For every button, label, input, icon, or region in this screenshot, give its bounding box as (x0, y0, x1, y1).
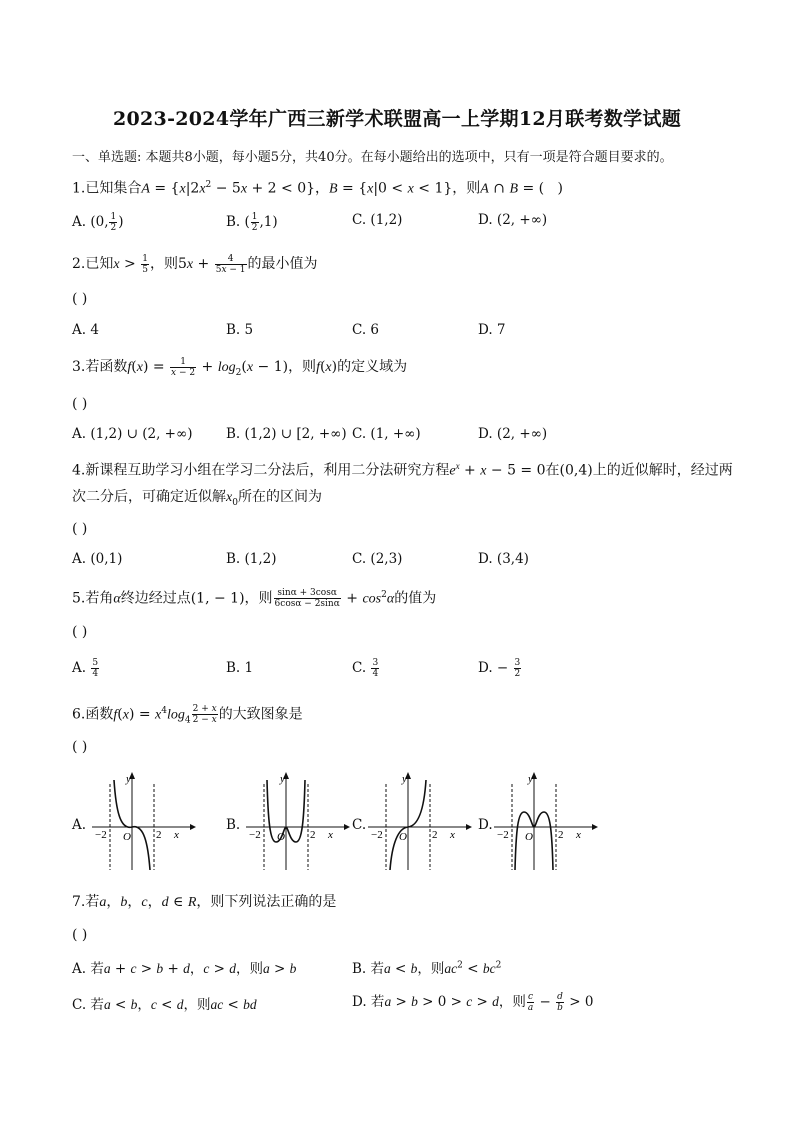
svg-text:y: y (402, 773, 407, 785)
q4-option-a[interactable]: A. (0,1) (72, 551, 123, 567)
svg-text:O: O (399, 831, 407, 843)
page-title: 2023-2024学年广西三新学术联盟高一上学期12月联考数学试题 (113, 108, 681, 130)
question-3: 3.若函数f(x) = $\frac{1}{x - 2}$ + $\log_2(x - 1)$，则f(x)的定义域为 (72, 356, 408, 378)
svg-text:y: y (126, 773, 131, 785)
q6-option-c-label[interactable]: C. (352, 817, 367, 833)
svg-text:−2: −2 (249, 829, 261, 841)
q5-option-d[interactable]: D. − $\frac{3}{2}$ (478, 658, 521, 679)
q2-option-d[interactable]: D. 7 (478, 322, 506, 338)
svg-text:−2: −2 (371, 829, 383, 841)
q1-option-b[interactable]: B. ( $\frac{1}{2}$ ,1) (226, 212, 278, 233)
q3-option-c[interactable]: C. (1, +∞) (352, 426, 421, 442)
q3-option-a[interactable]: A. (1,2) ∪ (2, +∞) (72, 426, 193, 442)
svg-text:2: 2 (432, 829, 438, 841)
question-5: 5.若角α终边经过点(1, − 1)，则 $\frac{\sin\alpha + 3\cos\alpha}{6\cos\alpha - 2\sin\alpha}$ + $\cos^2\alpha$的值为 (72, 588, 437, 610)
q4-answer-paren: ( ) (72, 521, 88, 537)
svg-text:2: 2 (558, 829, 564, 841)
q4-option-b[interactable]: B. (1,2) (226, 551, 277, 567)
q7-option-b[interactable]: B. 若a < b，则$ac^2 < bc^2$ (352, 960, 502, 977)
question-4-line-1: 4.新课程互助学习小组在学习二分法后，利用二分法研究方程$e^x + x - 5 = 0$在(0,4)上的近似解时，经过两 (72, 461, 733, 479)
q2-option-a[interactable]: A. 4 (72, 322, 99, 338)
q2-option-c[interactable]: C. 6 (352, 322, 380, 338)
q6-graph-c[interactable] (366, 770, 472, 874)
svg-text:−2: −2 (95, 829, 107, 841)
q7-option-d[interactable]: D. 若a > b > 0 > c > d，则 $\frac{c}{a}$ − $\frac{d}{b}$ > 0 (352, 992, 594, 1013)
q6-graph-a[interactable] (90, 770, 196, 874)
question-7: 7.若a，b，c，d ∈ R，则下列说法正确的是 (72, 894, 337, 910)
svg-text:O: O (525, 831, 533, 843)
q2-answer-paren: ( ) (72, 291, 88, 307)
q4-option-c[interactable]: C. (2,3) (352, 551, 403, 567)
question-2: 2.已知x > $\frac{1}{5}$ ，则5x + $\frac{4}{5x - 1}$ 的最小值为 (72, 253, 318, 275)
q7-option-c[interactable]: C. 若a < b，c < d，则ac < bd (72, 997, 257, 1013)
svg-text:O: O (277, 831, 285, 843)
q6-graph-b[interactable] (244, 770, 350, 874)
q1-option-d[interactable]: D. (2, +∞) (478, 212, 548, 228)
question-4-line-2: 次二分后，可确定近似解$x_0$所在的区间为 (72, 489, 322, 508)
question-1: 1.已知集合$A = \{x|2x^2 - 5x + 2 < 0\}$，B = {x|0 < x < 1}，则A ∩ B = ( ) (72, 180, 563, 197)
q1-option-c[interactable]: C. (1,2) (352, 212, 403, 228)
svg-text:2: 2 (156, 829, 162, 841)
q5-option-b[interactable]: B. 1 (226, 660, 254, 676)
q6-graph-d[interactable] (492, 770, 598, 874)
svg-text:y: y (280, 773, 285, 785)
q3-option-b[interactable]: B. (1,2) ∪ [2, +∞) (226, 426, 347, 442)
q5-option-c[interactable]: C. $\frac{3}{4}$ (352, 658, 379, 679)
q2-option-b[interactable]: B. 5 (226, 322, 254, 338)
section-header: 一、单选题: 本题共8小题，每小题5分，共40分。在每小题给出的选项中，只有一项是符合题目要求的。 (72, 150, 673, 165)
svg-text:O: O (123, 831, 131, 843)
q6-option-a-label[interactable]: A. (72, 817, 87, 833)
q6-answer-paren: ( ) (72, 739, 88, 755)
q6-option-b-label[interactable]: B. (226, 817, 241, 833)
q6-option-d-label[interactable]: D. (478, 817, 493, 833)
question-6: 6.函数$f(x) = x^4\log_4$ $\frac{2 + x}{2 - x}$ 的大致图象是 (72, 704, 303, 726)
q7-answer-paren: ( ) (72, 927, 88, 943)
svg-text:y: y (528, 773, 533, 785)
svg-text:x: x (174, 829, 179, 841)
q5-answer-paren: ( ) (72, 624, 88, 640)
q3-answer-paren: ( ) (72, 396, 88, 412)
q1-option-a[interactable]: A. (0, $\frac{1}{2}$ ) (72, 212, 124, 233)
svg-text:−2: −2 (497, 829, 509, 841)
svg-text:x: x (576, 829, 581, 841)
svg-text:x: x (328, 829, 333, 841)
svg-text:x: x (450, 829, 455, 841)
q3-option-d[interactable]: D. (2, +∞) (478, 426, 548, 442)
q7-option-a[interactable]: A. 若a + c > b + d，c > d，则a > b (72, 961, 297, 977)
svg-text:2: 2 (310, 829, 316, 841)
q5-option-a[interactable]: A. $\frac{5}{4}$ (72, 658, 99, 679)
q4-option-d[interactable]: D. (3,4) (478, 551, 529, 567)
